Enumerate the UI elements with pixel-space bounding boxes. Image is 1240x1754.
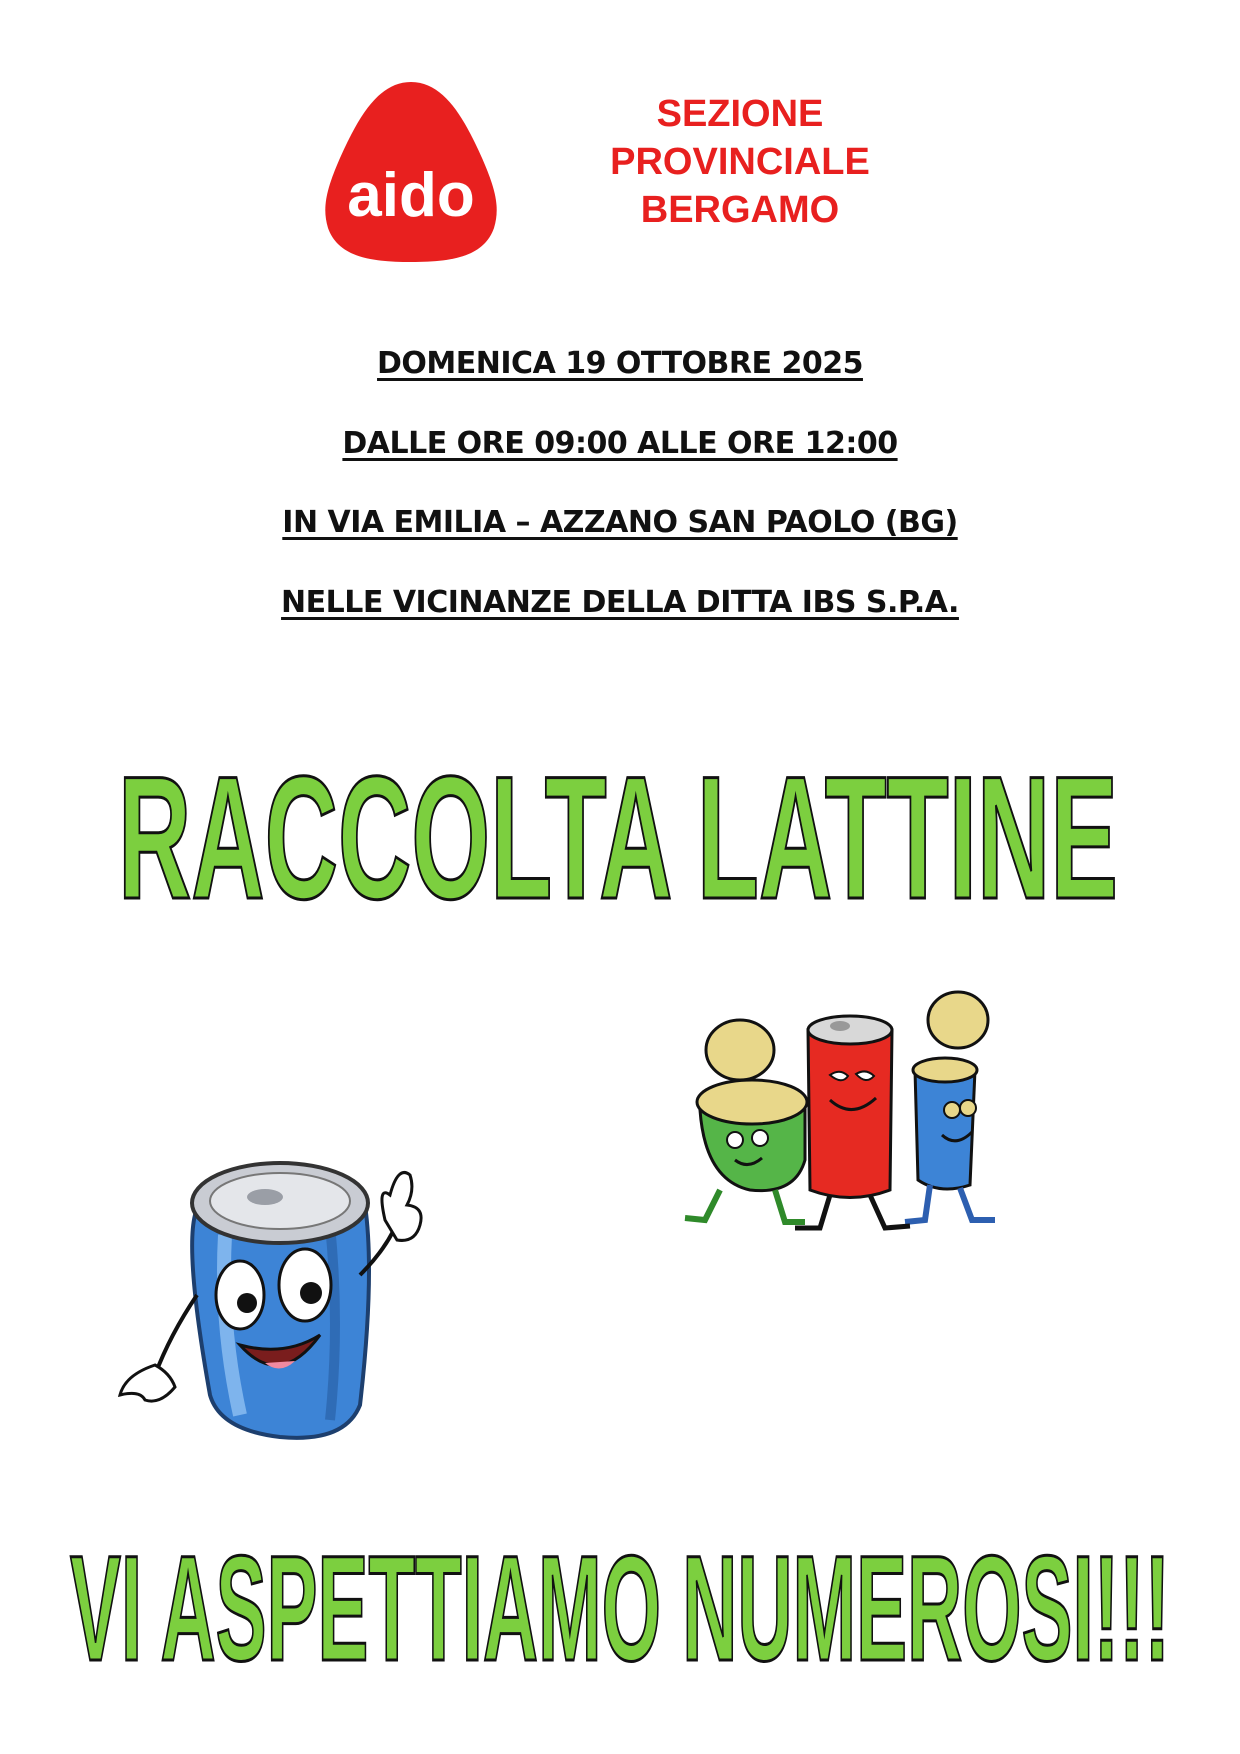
- headline-wordart: [0, 728, 1240, 948]
- section-line: BERGAMO: [640, 189, 840, 231]
- event-time: DALLE ORE 09:00 ALLE ORE 12:00: [342, 426, 898, 461]
- event-date: DOMENICA 19 OTTOBRE 2025: [377, 346, 863, 381]
- section-line: SEZIONE: [656, 93, 824, 135]
- logo-text: aido: [347, 161, 475, 230]
- event-place: IN VIA EMILIA – AZZANO SAN PAOLO (BG): [282, 505, 958, 540]
- section-title: [560, 90, 920, 234]
- section-line: PROVINCIALE: [610, 141, 870, 183]
- footer-text: VI ASPETTIAMO NUMEROSI!!!: [70, 1524, 1170, 1692]
- aido-logo: [318, 78, 504, 264]
- event-location-note: NELLE VICINANZE DELLA DITTA IBS S.P.A.: [281, 585, 959, 620]
- cans-group-illustration: [680, 990, 1030, 1240]
- headline-text: RACCOLTA LATTINE: [118, 741, 1118, 936]
- footer-wordart: [0, 1500, 1240, 1720]
- blue-can-mascot: [115, 1125, 475, 1455]
